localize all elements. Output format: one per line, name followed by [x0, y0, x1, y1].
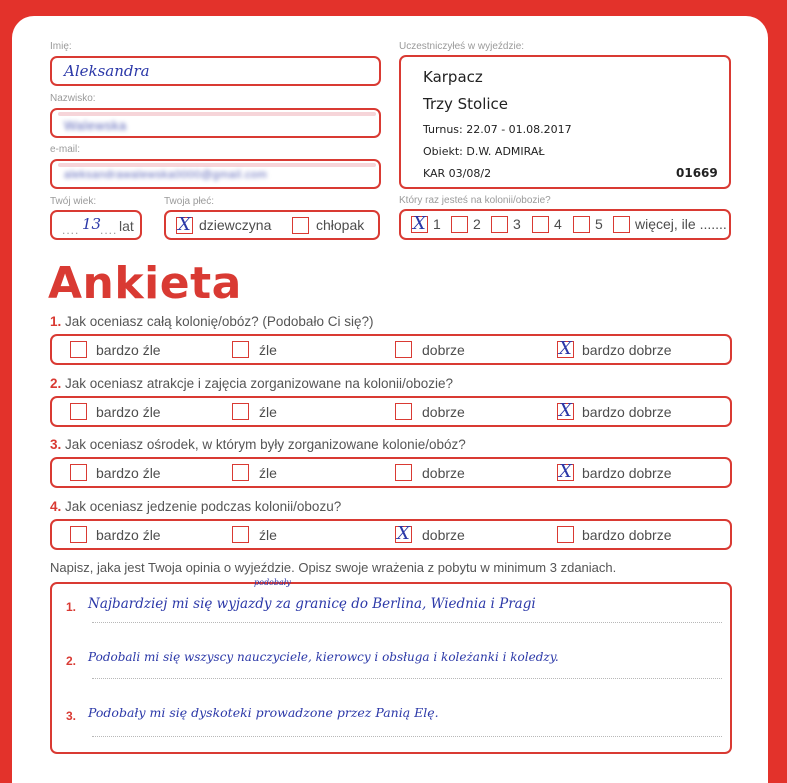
trip-label: Uczestniczyłeś w wyjeździe:	[399, 41, 525, 52]
question-label: Jak oceniasz atrakcje i zajęcia zorganizowane na kolonii/obozie?	[65, 376, 454, 391]
surname-value: Walewska	[64, 118, 127, 133]
age-field[interactable]: .... 13 .... lat	[50, 210, 142, 240]
gender-label: Twoja płeć:	[164, 196, 215, 207]
question-3-options	[50, 457, 732, 488]
times-2-label: 2	[473, 216, 481, 232]
gender-field	[164, 210, 380, 240]
age-suffix: lat	[119, 218, 134, 234]
q4-option-2-checkbox[interactable]	[232, 526, 249, 543]
question-1-text	[50, 314, 373, 329]
question-2-options	[50, 396, 732, 427]
q3-option-2-label: źle	[259, 465, 277, 481]
surname-field[interactable]	[50, 108, 381, 138]
opinion-line-3-num: 3.	[66, 709, 77, 723]
trip-obiekt: Obiekt: D.W. ADMIRAŁ	[423, 145, 545, 158]
opinion-box[interactable]	[50, 578, 732, 754]
times-label: Który raz jesteś na kolonii/obozie?	[399, 195, 551, 206]
question-number: 4.	[50, 499, 62, 514]
question-4-text	[50, 499, 341, 514]
opinion-prompt: Napisz, jaka jest Twoja opinia o wyjeździe. Opisz swoje wrażenia z pobytu w minimum 3 zdaniach.	[50, 560, 617, 575]
q2-option-1-label: bardzo źle	[96, 404, 161, 420]
question-3-text	[50, 437, 466, 452]
question-number: 1.	[50, 314, 62, 329]
name-field[interactable]	[50, 56, 381, 86]
name-label: Imię:	[50, 41, 72, 52]
trip-box	[399, 55, 731, 189]
times-1-checkbox[interactable]: X	[411, 216, 428, 233]
q1-option-4-checkbox[interactable]	[557, 338, 574, 359]
q1-option-2-checkbox[interactable]	[232, 341, 249, 358]
gender-male-label: chłopak	[316, 217, 365, 233]
q2-option-2-checkbox[interactable]	[232, 403, 249, 420]
opinion-line-2: Podobali mi się wszyscy nauczyciele, kierowcy i obsługa i koleżanki i koledzy.	[88, 650, 559, 664]
question-2-text	[50, 376, 453, 391]
gender-male-checkbox[interactable]	[292, 217, 309, 234]
q1-option-1-checkbox[interactable]	[70, 341, 87, 358]
q2-option-4-checkbox[interactable]	[557, 400, 574, 421]
q2-option-3-checkbox[interactable]	[395, 403, 412, 420]
q4-option-4-label: bardzo dobrze	[582, 527, 672, 543]
q4-option-2-label: źle	[259, 527, 277, 543]
times-more-checkbox[interactable]	[613, 216, 630, 233]
q2-option-3-label: dobrze	[422, 404, 465, 420]
times-2-checkbox[interactable]	[451, 216, 468, 233]
q2-option-4-label: bardzo dobrze	[582, 404, 672, 420]
question-1-options	[50, 334, 732, 365]
times-field	[399, 209, 731, 240]
times-4-checkbox[interactable]	[532, 216, 549, 233]
q4-option-1-checkbox[interactable]	[70, 526, 87, 543]
times-more-label: więcej, ile .......	[635, 216, 727, 232]
age-value: 13	[82, 215, 102, 233]
opinion-line-1-num: 1.	[66, 600, 77, 614]
question-label: Jak oceniasz ośrodek, w którym były zorganizowane kolonie/obóz?	[65, 437, 466, 452]
times-3-checkbox[interactable]	[491, 216, 508, 233]
surname-label: Nazwisko:	[50, 93, 96, 104]
gender-female-label: dziewczyna	[199, 217, 272, 233]
q3-option-4-label: bardzo dobrze	[582, 465, 672, 481]
check-mark: X	[559, 400, 572, 421]
q4-option-4-checkbox[interactable]	[557, 526, 574, 543]
email-value: aleksandrawalewska0000@gmail.com	[64, 169, 268, 181]
q2-option-1-checkbox[interactable]	[70, 403, 87, 420]
q3-option-1-checkbox[interactable]	[70, 464, 87, 481]
check-mark: X	[397, 523, 410, 544]
trip-place: Karpacz	[423, 68, 483, 86]
question-number: 3.	[50, 437, 62, 452]
trip-number: 01669	[676, 166, 718, 180]
gender-female-checkbox[interactable]	[176, 214, 193, 235]
question-label: Jak oceniasz jedzenie podczas kolonii/obozu?	[65, 499, 342, 514]
check-mark: X	[178, 214, 191, 235]
times-4-label: 4	[554, 216, 562, 232]
q1-option-2-label: źle	[259, 342, 277, 358]
question-number: 2.	[50, 376, 62, 391]
opinion-line-3: Podobały mi się dyskoteki prowadzone przez Panią Elę.	[88, 705, 439, 720]
opinion-line-1: Najbardziej mi się wyjazdy za granicę do Berlina, Wiednia i Pragi	[88, 596, 536, 612]
email-label: e-mail:	[50, 144, 81, 155]
q1-option-3-checkbox[interactable]	[395, 341, 412, 358]
times-5-label: 5	[595, 216, 603, 232]
trip-turnus: Turnus: 22.07 - 01.08.2017	[423, 123, 572, 136]
q1-option-3-label: dobrze	[422, 342, 465, 358]
email-field[interactable]	[50, 159, 381, 189]
q3-option-2-checkbox[interactable]	[232, 464, 249, 481]
q3-option-4-checkbox[interactable]	[557, 461, 574, 482]
check-mark: X	[559, 461, 572, 482]
q4-option-1-label: bardzo źle	[96, 527, 161, 543]
check-mark: X	[559, 338, 572, 359]
q2-option-2-label: źle	[259, 404, 277, 420]
opinion-line-2-num: 2.	[66, 654, 77, 668]
trip-code: KAR 03/08/2	[423, 167, 492, 180]
question-4-options	[50, 519, 732, 550]
times-1-label: 1	[433, 216, 441, 232]
q1-option-4-label: bardzo dobrze	[582, 342, 672, 358]
trip-name: Trzy Stolice	[423, 95, 509, 113]
question-label: Jak oceniasz całą kolonię/obóz? (Podobało Ci się?)	[65, 314, 374, 329]
survey-title: Ankieta	[48, 258, 242, 309]
name-value: Aleksandra	[64, 62, 150, 80]
q4-option-3-checkbox[interactable]	[395, 523, 412, 544]
survey-sheet	[12, 16, 768, 783]
q4-option-3-label: dobrze	[422, 527, 465, 543]
q3-option-3-label: dobrze	[422, 465, 465, 481]
times-3-label: 3	[513, 216, 521, 232]
times-5-checkbox[interactable]	[573, 216, 590, 233]
q1-option-1-label: bardzo źle	[96, 342, 161, 358]
q3-option-3-checkbox[interactable]	[395, 464, 412, 481]
q3-option-1-label: bardzo źle	[96, 465, 161, 481]
opinion-line-1-insert: podobały	[254, 578, 291, 587]
age-label: Twój wiek:	[50, 196, 97, 207]
